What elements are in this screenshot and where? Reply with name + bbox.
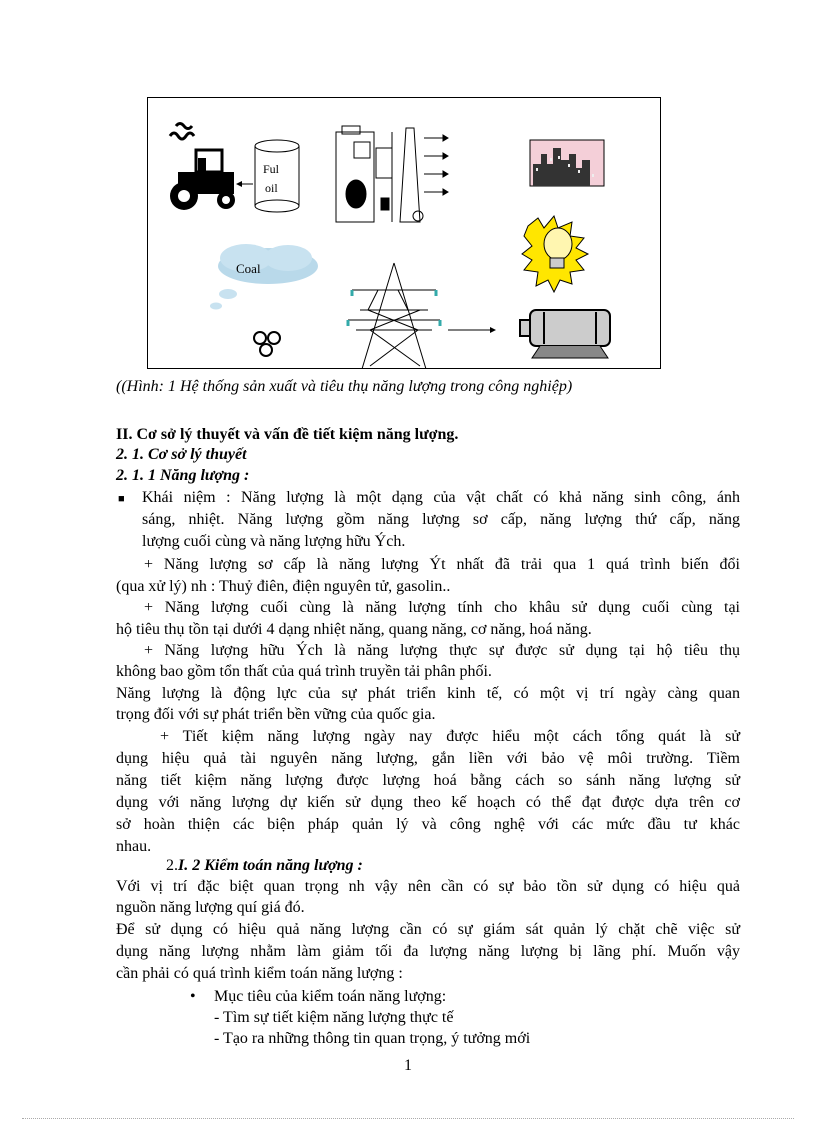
subsection-heading-3-title: I. 2 Kiểm toán năng lượng : <box>178 857 363 874</box>
fuel-oil-label-2: oil <box>265 181 278 195</box>
paragraph-line: nguồn năng lượng quí giá đó. <box>116 899 305 916</box>
subsection-heading-1: 2. 1. Cơ sở lý thuyết <box>116 446 247 463</box>
paragraph-line: dụng với năng lượng dự kiến sử dụng theo kế hoạch có thể đạt được dựa trên cơ <box>116 794 740 811</box>
fuel-oil-label-1: Ful <box>263 162 280 176</box>
coal-cloud-icon <box>210 244 318 310</box>
paragraph-line: lượng cuối cùng và năng lượng hữu Ých. <box>142 533 406 550</box>
paragraph-line: Để sử dụng có hiệu quả năng lượng cần có sự giám sát quản lý chặt chẽ việc sử <box>116 921 740 938</box>
paragraph-line: sở hoàn thiện các biện pháp quản lý và công nghệ với các mức đầu tư khác <box>116 816 740 833</box>
energy-system-figure <box>147 97 661 369</box>
paragraph-line: sáng, nhiệt. Năng lượng gồm năng lượng sơ cấp, năng lượng thứ cấp, năng <box>142 511 740 528</box>
paragraph-line: năng tiết kiệm năng lượng được lượng hoá bằng cách so sánh năng lượng sử <box>116 772 740 789</box>
transmission-tower-icon <box>348 263 440 368</box>
paragraph-line: + Năng lượng sơ cấp là năng lượng Ýt nhất đã trải qua 1 quá trình biến đổi <box>144 556 740 573</box>
figure-drawing <box>148 98 660 368</box>
paragraph-line: + Năng lượng cuối cùng là năng lượng tính cho khâu sử dụng cuối cùng tại <box>144 599 740 616</box>
list-item: - Tìm sự tiết kiệm năng lượng thực tế <box>214 1009 454 1026</box>
nuclear-pellets-icon <box>254 332 280 356</box>
tractor-icon <box>170 124 235 211</box>
electric-motor-icon <box>520 310 610 358</box>
page-footer-divider <box>22 1118 794 1119</box>
city-skyline-icon <box>530 140 604 186</box>
bullet-square: ■ <box>118 493 125 505</box>
paragraph-line: hộ tiêu thụ tồn tại dưới 4 dạng nhiệt năng, quang năng, cơ năng, hoá năng. <box>116 621 592 638</box>
page-number: 1 <box>404 1057 412 1074</box>
coal-label: Coal <box>236 261 261 276</box>
paragraph-line: cần phải có quá trình kiểm toán năng lượng : <box>116 965 403 982</box>
light-bulb-icon <box>522 216 588 292</box>
paragraph-line: dụng năng lượng nhằm làm giảm tối đa lượng năng lượng bị lãng phí. Muốn vậy <box>116 943 740 960</box>
paragraph-line: trọng đối với sự phát triển bền vững của quốc gia. <box>116 706 436 723</box>
paragraph-line: nhau. <box>116 838 152 855</box>
paragraph-line: Khái niệm : Năng lượng là một dạng của vật chất có khả năng sinh công, ánh <box>142 489 740 506</box>
paragraph-line: Năng lượng là động lực của sự phát triển kinh tế, có một vị trí ngày càng quan <box>116 685 740 702</box>
power-plant-icon <box>336 126 448 222</box>
subsection-heading-2: 2. 1. 1 Năng lượng : <box>116 467 250 484</box>
subsection-heading-3-prefix: 2. <box>166 857 178 874</box>
paragraph-line: Với vị trí đặc biệt quan trọng nh vậy nên cần có sự bảo tồn sử dụng có hiệu quả <box>116 878 740 895</box>
subsection-heading-3 <box>166 855 790 877</box>
figure-caption: ((Hình: 1 Hệ thống sản xuất và tiêu thụ năng lượng trong công nghiệp) <box>116 378 573 395</box>
paragraph-line: + Năng lượng hữu Ých là năng lượng thực sự được sử dụng tại hộ tiêu thụ <box>144 642 740 659</box>
list-title: Mục tiêu của kiểm toán năng lượng: <box>214 988 447 1005</box>
list-item: - Tạo ra những thông tin quan trọng, ý tưởng mới <box>214 1030 531 1047</box>
paragraph-line: (qua xử lý) nh : Thuỷ điên, điện nguyên tử, gasolin.. <box>116 578 451 595</box>
paragraph-line: dụng hiệu quả tài nguyên năng lượng, gắn liền với bảo vệ môi trường. Tiềm <box>116 750 740 767</box>
list-bullet: • <box>190 988 196 1005</box>
paragraph-line: + Tiết kiệm năng lượng ngày nay được hiểu một cách tổng quát là sử <box>160 728 740 745</box>
fuel-oil-tank-icon <box>255 140 299 212</box>
section-heading: II. Cơ sở lý thuyết và vấn đề tiết kiệm năng lượng. <box>116 426 459 443</box>
paragraph-line: không bao gồm tổn thất của quá trình truyền tải phân phối. <box>116 663 492 680</box>
